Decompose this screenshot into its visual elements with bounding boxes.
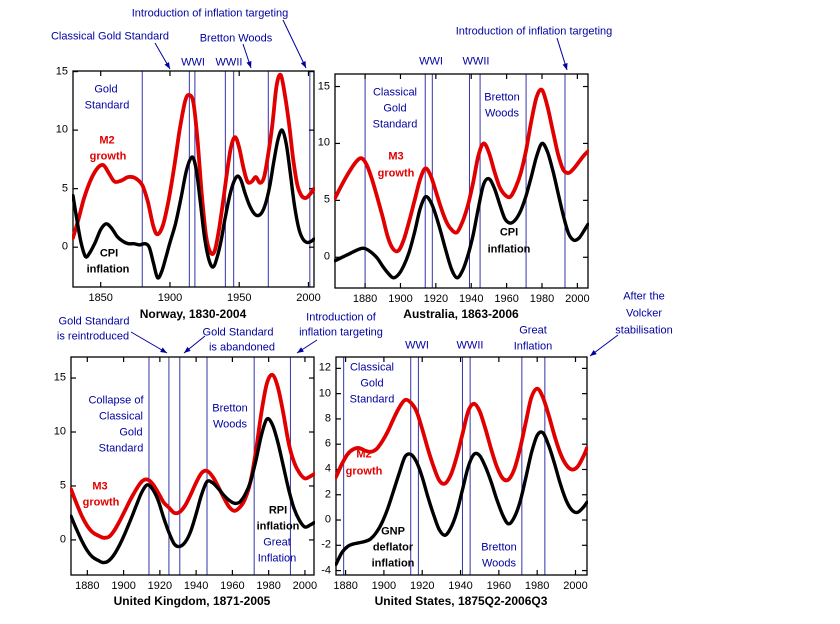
annotation-label-norway-growth: growth	[89, 150, 127, 163]
y-tick-label-norway-5: 5	[61, 182, 68, 195]
y-tick-label-uk-5: 5	[59, 479, 66, 492]
annotation-label-uk-growth: growth	[82, 496, 120, 509]
chart-title-uk: United Kingdom, 1871-2005	[113, 594, 271, 608]
annotation-label-australia-m3: M3	[388, 150, 404, 163]
y-tick-label-uk-15: 15	[53, 371, 66, 384]
annotation-label-norway-standard: Standard	[84, 99, 130, 112]
annotation-label-us-wwi: WWI	[405, 339, 429, 352]
annotation-label-us-great: Great	[519, 324, 547, 337]
x-tick-label-us-1960: 1960	[486, 580, 512, 592]
annotation-arrow-us-0-head	[590, 350, 597, 356]
y-tick-label-australia-15: 15	[317, 80, 330, 93]
annotation-arrow-norway-2-head	[246, 61, 251, 68]
annotation-label-australia-gold: Gold	[383, 102, 407, 115]
series-line-australia-cpi-inflation	[335, 143, 588, 277]
x-tick-label-us-1920: 1920	[409, 580, 435, 592]
x-tick-label-australia-1920: 1920	[423, 293, 449, 305]
y-tick-label-australia-5: 5	[323, 193, 330, 206]
y-tick-label-australia-10: 10	[317, 136, 330, 149]
annotation-label-uk-gold-standard: Gold Standard	[58, 315, 130, 328]
y-tick-label-australia-0: 0	[323, 250, 330, 263]
annotation-label-us-gnp: GNP	[381, 525, 405, 538]
x-tick-label-norway-1900: 1900	[157, 292, 183, 304]
annotation-label-norway-bretton-woods: Bretton Woods	[199, 32, 273, 45]
annotation-arrow-norway-1-head	[301, 61, 306, 68]
x-tick-label-australia-1960: 1960	[494, 293, 519, 305]
x-tick-label-uk-2000: 2000	[292, 580, 318, 592]
x-tick-label-norway-1850: 1850	[88, 292, 113, 304]
annotation-arrow-uk-2-head	[297, 347, 304, 353]
x-tick-label-us-1980: 1980	[524, 580, 550, 592]
x-tick-label-uk-1960: 1960	[220, 580, 245, 592]
annotation-label-australia-cpi: CPI	[499, 226, 519, 239]
y-tick-label-us-2: 2	[324, 488, 331, 501]
annotation-label-norway-wwii: WWII	[215, 56, 243, 69]
y-tick-label-norway-15: 15	[55, 65, 68, 78]
annotation-arrow-uk-0-head	[160, 347, 167, 353]
x-tick-label-norway-2000: 2000	[296, 292, 321, 304]
x-tick-label-us-2000: 2000	[563, 580, 588, 592]
annotation-label-norway-cpi: CPI	[99, 247, 119, 260]
annotation-label-australia-classical: Classical	[372, 86, 418, 99]
x-tick-label-uk-1980: 1980	[256, 580, 281, 592]
chart-title-us: United States, 1875Q2-2006Q3	[374, 594, 548, 608]
annotation-label-uk-gold: Gold	[119, 426, 143, 439]
y-tick-label-us-6: 6	[324, 437, 331, 450]
annotation-label-us-inflation: Inflation	[513, 340, 553, 353]
annotation-label-uk-gold-standard: Gold Standard	[202, 326, 274, 339]
annotation-label-norway-gold: Gold	[94, 83, 118, 96]
x-tick-label-australia-1900: 1900	[388, 293, 413, 305]
x-tick-label-australia-1880: 1880	[352, 293, 378, 305]
annotation-arrow-norway-0-head	[165, 62, 170, 69]
annotation-label-us-standard: Standard	[349, 393, 395, 406]
annotation-label-us-inflation: inflation	[371, 557, 415, 570]
annotation-label-australia-wwi: WWI	[419, 55, 443, 68]
annotation-label-norway-inflation: inflation	[86, 263, 130, 276]
annotation-label-uk-rpi: RPI	[268, 504, 288, 517]
annotation-label-us-bretton: Bretton	[481, 541, 517, 554]
annotation-label-us-after-the: After the	[623, 290, 665, 303]
annotation-arrow-australia-0-head	[563, 63, 568, 70]
annotation-label-australia-growth: growth	[377, 167, 415, 180]
x-tick-label-uk-1940: 1940	[183, 580, 209, 592]
y-tick-label-norway-10: 10	[55, 123, 68, 136]
y-tick-label-us-4: 4	[324, 462, 331, 475]
y-tick-label-us--4: -4	[321, 564, 331, 577]
x-tick-label-uk-1880: 1880	[75, 580, 100, 592]
annotation-label-uk-m3: M3	[92, 480, 108, 493]
annotation-label-australia-bretton: Bretton	[484, 91, 520, 104]
annotation-label-uk-inflation: Inflation	[257, 552, 297, 565]
annotation-label-uk-collapse-of: Collapse of	[88, 394, 144, 407]
x-tick-label-norway-1950: 1950	[226, 292, 252, 304]
x-tick-label-uk-1900: 1900	[111, 580, 136, 592]
annotation-label-australia-introduction-of-inflation-targeting: Introduction of inflation targeting	[455, 25, 613, 38]
annotation-label-us-wwii: WWII	[456, 339, 484, 352]
chart-title-norway: Norway, 1830-2004	[139, 307, 247, 321]
annotation-label-norway-m2: M2	[99, 134, 115, 147]
annotation-label-us-stabilisation: stabilisation	[615, 324, 673, 337]
annotation-label-uk-introduction-of: Introduction of	[306, 311, 376, 324]
annotation-label-uk-is-reintroduced: is reintroduced	[56, 330, 130, 343]
x-tick-label-us-1880: 1880	[333, 580, 358, 592]
annotation-label-us-m2: M2	[356, 448, 372, 461]
annotation-label-uk-classical: Classical	[98, 410, 144, 423]
annotation-label-uk-is-abandoned: is abandoned	[208, 341, 276, 354]
annotation-label-us-deflator: deflator	[372, 541, 414, 554]
annotation-arrow-norway-1-line	[283, 20, 306, 68]
x-tick-label-australia-2000: 2000	[565, 293, 590, 305]
y-tick-label-uk-10: 10	[53, 425, 66, 438]
annotation-label-uk-great: Great	[263, 536, 291, 549]
x-tick-label-uk-1920: 1920	[147, 580, 173, 592]
x-tick-label-us-1940: 1940	[448, 580, 473, 592]
x-tick-label-us-1900: 1900	[371, 580, 397, 592]
y-tick-label-us-12: 12	[318, 361, 331, 374]
annotation-label-uk-bretton: Bretton	[212, 402, 248, 415]
y-tick-label-us-8: 8	[324, 412, 331, 425]
annotation-label-norway-wwi: WWI	[181, 56, 205, 69]
annotation-label-us-growth: growth	[345, 465, 383, 478]
annotation-label-norway-introduction-of-inflation-targeting: Introduction of inflation targeting	[131, 7, 289, 20]
chart-title-australia: Australia, 1863-2006	[403, 307, 519, 321]
annotation-label-us-volcker: Volcker	[625, 307, 663, 320]
annotation-label-uk-woods: Woods	[212, 418, 248, 431]
y-tick-label-us-10: 10	[318, 387, 331, 400]
annotation-label-australia-inflation: inflation	[487, 243, 531, 256]
annotation-label-australia-woods: Woods	[484, 107, 520, 120]
annotation-label-us-woods: Woods	[481, 557, 517, 570]
annotation-label-australia-wwii: WWII	[462, 55, 490, 68]
series-line-australia-m3-growth	[335, 86, 588, 252]
y-tick-label-us-0: 0	[324, 513, 331, 526]
annotation-label-australia-standard: Standard	[372, 118, 418, 131]
annotation-label-uk-inflation: inflation	[256, 520, 300, 533]
y-tick-label-uk-0: 0	[59, 533, 66, 546]
annotation-label-us-classical: Classical	[349, 361, 395, 374]
annotation-label-uk-standard: Standard	[98, 442, 144, 455]
x-tick-label-australia-1940: 1940	[458, 293, 484, 305]
y-tick-label-us--2: -2	[321, 538, 331, 551]
annotation-label-us-gold: Gold	[360, 377, 384, 390]
x-tick-label-australia-1980: 1980	[529, 293, 555, 305]
annotation-label-norway-classical-gold-standard: Classical Gold Standard	[50, 30, 170, 43]
y-tick-label-norway-0: 0	[61, 240, 68, 253]
annotation-label-uk-inflation-targeting: inflation targeting	[299, 326, 383, 339]
